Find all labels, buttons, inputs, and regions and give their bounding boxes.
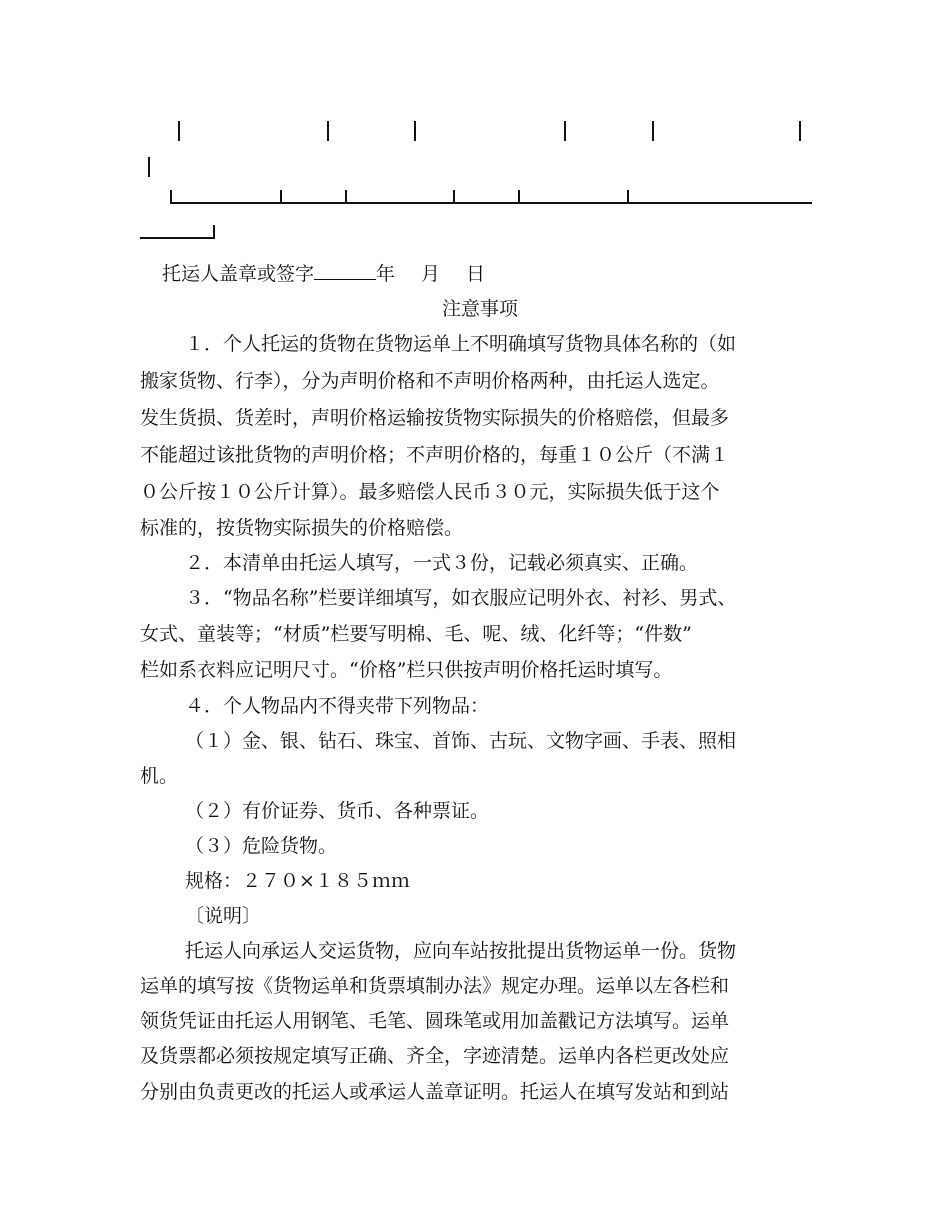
notes-title: 注意事项 xyxy=(441,298,518,320)
notes-line: 女式、童装等；“材质”栏要写明棉、毛、呢、绒、化纤等；“件数” xyxy=(140,623,692,645)
explanation-line: 领货凭证由托运人用钢笔、毛笔、圆珠笔或用加盖戳记方法填写。运单 xyxy=(140,1010,730,1032)
explanation-line: 分别由负责更改的托运人或承运人盖章证明。托运人在填写发站和到站 xyxy=(140,1081,730,1103)
explanation-line: 托运人向承运人交运货物，应向车站按批提出货物运单一份。货物 xyxy=(185,940,737,962)
notes-line: （２）有价证券、货币、各种票证。 xyxy=(185,800,490,822)
notes-line: ０公斤按１０公斤计算）。最多赔偿人民币３０元，实际损失低于这个 xyxy=(140,481,720,503)
table-vertical-rule xyxy=(327,121,329,141)
notes-line: 规格：２７０×１８５ｍｍ xyxy=(185,870,410,892)
table-corner-right xyxy=(213,225,215,239)
table-vertical-rule xyxy=(564,121,566,141)
signature-month: 月 xyxy=(421,263,441,285)
notes-line: ４．个人物品内不得夹带下列物品： xyxy=(185,695,490,717)
signature-label: 托运人盖章或签字 xyxy=(162,263,315,285)
notes-line: ２．本清单由托运人填写，一式３份，记载必须真实、正确。 xyxy=(185,552,699,574)
notes-line: 机。 xyxy=(140,765,179,787)
notes-line: 标准的，按货物实际损失的价格赔偿。 xyxy=(140,517,464,539)
notes-line: １．个人托运的货物在货物运单上不明确填写货物具体名称的（如 xyxy=(185,333,737,355)
table-bottom-rule-continued xyxy=(140,237,215,239)
signature-blank[interactable] xyxy=(314,259,376,280)
table-joint xyxy=(453,190,455,204)
notes-line: 发生货损、货差时，声明价格运输按货物实际损失的价格赔偿，但最多 xyxy=(140,407,730,429)
table-joint xyxy=(627,190,629,204)
table-vertical-rule xyxy=(178,121,180,141)
notes-line: （３）危险货物。 xyxy=(185,835,338,857)
notes-line: （１）金、银、钻石、珠宝、首饰、古玩、文物字画、手表、照相 xyxy=(185,730,737,752)
table-joint xyxy=(518,190,520,204)
explanation-line: 及货票都必须按规定填写正确、齐全，字迹清楚。运单内各栏更改处应 xyxy=(140,1045,730,1067)
table-vertical-rule xyxy=(414,121,416,141)
notes-line: ３．“物品名称”栏要详细填写，如衣服应记明外衣、衬衫、男式、 xyxy=(185,587,737,609)
signature-line xyxy=(162,257,842,291)
table-vertical-rule xyxy=(652,121,654,141)
explanation-line: 运单的填写按《货物运单和货票填制办法》规定办理。运单以左各栏和 xyxy=(140,975,730,997)
notes-line: 搬家货物、行李），分为声明价格和不声明价格两种，由托运人选定。 xyxy=(140,370,720,392)
notes-line: 栏如系衣料应记明尺寸。“价格”栏只供按声明价格托运时填写。 xyxy=(140,659,673,681)
table-vertical-rule xyxy=(148,157,150,177)
explanation-title: 〔说明〕 xyxy=(185,905,262,927)
table-joint xyxy=(280,190,282,204)
signature-year: 年 xyxy=(376,263,396,285)
signature-day: 日 xyxy=(466,263,486,285)
table-vertical-rule xyxy=(799,121,801,141)
notes-line: 不能超过该批货物的声明价格；不声明价格的，每重１０公斤（不满１ xyxy=(140,444,730,466)
table-bottom-rule xyxy=(170,202,812,204)
table-joint xyxy=(345,190,347,204)
